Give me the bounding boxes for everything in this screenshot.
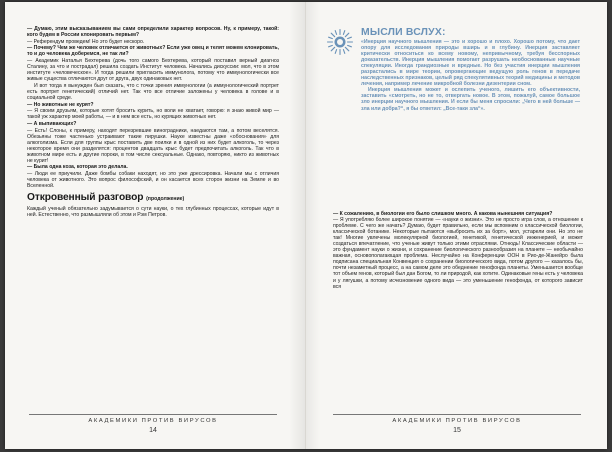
running-footer-title: АКАДЕМИКИ ПРОТИВ ВИРУСОВ [88, 418, 218, 424]
right-page [306, 2, 607, 449]
right-page-body [333, 211, 583, 290]
section-heading [27, 192, 279, 205]
thoughts-paragraph: Инерция мышления может и ослепить ученого, лишить его объективности, заставить «смотреть, но не то, отвергать новое. В этом, пожалуй, самое большое зло инерции научного мышления. И если бы меня спросили: „Чего в ней больше — зла или добра?“, я бы ответил: „Все-таки зла“». [361, 87, 580, 112]
interview-answer: — Люди ее приучили. Даже бомбы собаки находят, но это уже дрессировка. Начали мы с отличия человека от животного. Это вопрос философский, и он касается всех сторон жизни на Земле и во Вселенной. [27, 171, 279, 190]
interview-question: — А выпивающих? [27, 120, 77, 127]
interview-question: — Но животные не курят? [27, 101, 94, 108]
interview-answer: — Есть! Слоны, к примеру, находят перезревшие виноградники, наедаются там, а потом веселятся. Обезьяны тоже частенько устраивают такие пирушки. Науке известны даже «обоснования» для алкоголизма. Если для группы крыс поставить две поилки и в одной из них будет алкоголь, то через некоторое время они разделятся: процентов двадцать крыс будет предпочитать алкоголь. Так что в животном мире есть и другие пороки, в том числе сексуальные. Однако, повторяю, никто из животных не курит! [27, 127, 279, 164]
interview-question: — Почему? Чем же человек отличается от животных? Если уже овец и телят можем клонировать, то и до человека доберемся, не так ли? [27, 45, 279, 58]
interview-answer: — Я своим друзьям, которые хотят бросить курить, но воли не хватает, говорю: я знаю живой мир — такой уж характер моей работы, — и в нем все есть, но курящих животных нет. [27, 108, 279, 121]
interview-question: — Была одна коза, которая это делала. [27, 164, 128, 171]
starburst-badge-icon [326, 28, 354, 56]
interview-answer: — Референдум проведем! Но это будет нескоро. [27, 38, 145, 45]
interview-answer: — Академик Наталья Бехтерева (дочь того самого Бехтерева, который поставил верный диагноз Сталину, за что и пострадал) решила создать Институт человека. Начались дискуссии: мол, что в этом институте «человеческое». И тогда решили пригласить иммунолога, потому что иммунологически все живые существа отличаются друг от друга, двух одинаковых нет. [27, 58, 279, 83]
footer-rule [29, 414, 277, 415]
interview-question: — К сожалению, в биологии его было слишком много. А какова нынешняя ситуация? [333, 211, 553, 217]
left-page [5, 2, 306, 449]
page-number: 15 [453, 427, 461, 434]
left-page-body [27, 26, 279, 218]
section-title: Откровенный разговор [27, 192, 144, 204]
thoughts-quote [361, 39, 580, 112]
interview-answer: И вот тогда я вынужден был сказать, что с точки зрения иммунологии (а иммунологический портрет есть портрет генетический) отличий нет. Так что все отличие заложены у человека в голове и в социальной среде. [27, 82, 279, 101]
thoughts-sidebar [326, 26, 582, 210]
section-text: Каждый ученый обязательно задумывается о сути науки, о тех глубинных процессах, которые идут в ней. Естественно, что размышляли об этом и Рэм Петров. [27, 205, 279, 218]
thoughts-heading: МЫСЛИ ВСЛУХ: [361, 27, 446, 38]
thoughts-paragraph: «Инерция научного мышления — это и хорошо и плохо. Хорошо потому, что дает опору для исследования природы вширь и в глубину. Инерция заставляет критически относиться ко всему новому, непривычному, требуя бесспорных доказательств. Инерция мышления помогает разрушать необоснованные научные спекуляции. Иногда грандиозные и вредные. Но без участия инерции мышления разрастались в мире теории, опровергающие ведущую роль генов в передаче наследственных признаков, целый ряд спекулятивных теорий медицины и методов лечения, например лечение микробной болезни дизентерии сном. [361, 39, 580, 88]
interview-question: — Думаю, этим высказыванием вы сами определили характер вопросов. Ну, к примеру, такой: кого будем в России клонировать первым? [27, 26, 279, 39]
footer-rule [333, 414, 581, 415]
interview-answer: — Я употребляю более широкое понятие — «науки о жизни». Это не просто игра слов, а отношение к проблеме. С чего же начать? Думаю, будет правильно, если мы вспомним о классической биологии, классической ботанике. Некоторые пытаются «выбросить их за борт», мол, устарели они. Но это не так! Многие увлечены молекулярной биологией, генетикой, генетической инженерией, и может создаться впечатление, что ученые живут только этими отраслями. Отнюдь! Классические области — это фундамент науки о жизни, и сохранение биологического разнообразия на планете — необычайно важная, основополагающая проблема. Неслучайно на Конференции ООН в Рио-де-Жанейро была подписана специальная Конвенция о сохранении биологического вида, потом другого — казалось бы, почти незаметный процесс, а на самом деле это обеднение генофонда планеты. Уменьшается вообще тот объем генов, который был дан Богом, то ли природой, как хотите. Одинаковые гены есть у человека и у лягушки, а потому исчезновение одного вида — это уменьшение генофонда, от которого зависит вся [333, 217, 583, 290]
running-footer-title: АКАДЕМИКИ ПРОТИВ ВИРУСОВ [392, 418, 522, 424]
page-number: 14 [149, 427, 157, 434]
section-subtitle: (продолжение) [146, 196, 185, 203]
book-spread [5, 2, 607, 449]
